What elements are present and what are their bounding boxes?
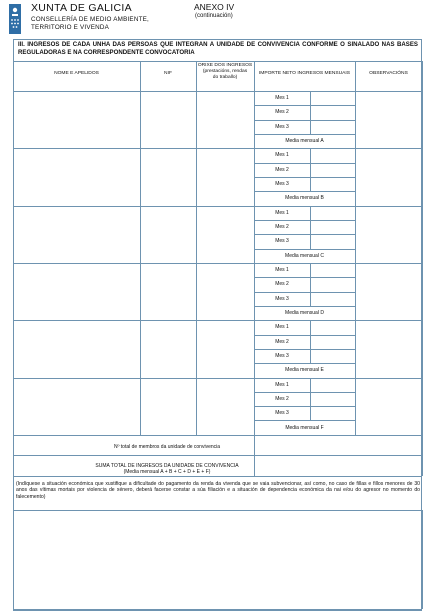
month-label: Mes 3	[275, 295, 289, 302]
name-input[interactable]	[15, 322, 138, 375]
rule	[254, 61, 255, 435]
rule	[310, 91, 311, 134]
month-amount-input[interactable]	[311, 379, 354, 391]
annex-title: ANEXO IV	[194, 2, 235, 12]
observations-input[interactable]	[357, 265, 420, 318]
monthly-average-label: Media mensual D	[285, 310, 324, 317]
month-amount-input[interactable]	[311, 393, 354, 405]
annex-subtitle: (continuación)	[195, 13, 233, 19]
nif-input[interactable]	[142, 322, 194, 375]
month-amount-input[interactable]	[311, 235, 354, 247]
rule	[13, 455, 422, 456]
rule	[310, 378, 311, 421]
monthly-average-label: Media mensual A	[285, 138, 324, 145]
income-origin-input[interactable]	[198, 380, 252, 433]
rule	[13, 510, 422, 511]
income-origin-input[interactable]	[198, 265, 252, 318]
month-label: Mes 2	[275, 224, 289, 231]
rule	[13, 61, 422, 62]
rule	[355, 61, 356, 435]
month-label: Mes 1	[275, 152, 289, 159]
name-input[interactable]	[15, 208, 138, 261]
rule	[13, 435, 14, 476]
rule	[422, 435, 423, 476]
nif-input[interactable]	[142, 150, 194, 203]
rule	[13, 263, 422, 264]
rule	[422, 61, 423, 435]
col-header-amount: IMPORTE NETO INGRESOS MENSUAIS	[258, 71, 351, 76]
month-label: Mes 3	[275, 123, 289, 130]
observations-input[interactable]	[357, 93, 420, 146]
rule	[422, 510, 423, 609]
month-label: Mes 3	[275, 410, 289, 417]
month-amount-input[interactable]	[311, 164, 354, 176]
name-input[interactable]	[15, 265, 138, 318]
income-origin-input[interactable]	[198, 322, 252, 375]
month-amount-input[interactable]	[311, 221, 354, 233]
monthly-average-label: Media mensual E	[285, 367, 324, 374]
month-label: Mes 3	[275, 353, 289, 359]
income-origin-input[interactable]	[198, 208, 252, 261]
section-title: III. INGRESOS DE CADA UNHA DAS PERSOAS QUE INTEGRAN A UNIDADE DE CONVIVENCIA CONFORME O SINALADO NAS BASES REGULADORAS E NA CORRESPONDENTE CONVOCATORIA	[18, 41, 418, 56]
observations-input[interactable]	[357, 150, 420, 203]
rule	[310, 263, 311, 306]
nif-input[interactable]	[142, 265, 194, 318]
month-amount-input[interactable]	[311, 350, 354, 362]
observations-input[interactable]	[357, 380, 420, 433]
observations-input[interactable]	[357, 322, 420, 375]
col-header-origin: ORIXE DOS INGRESOS (prestacións, rendas do traballo)	[197, 63, 253, 80]
rule	[310, 148, 311, 191]
month-amount-input[interactable]	[311, 321, 354, 333]
monthly-average-label: Media mensual F	[285, 424, 324, 431]
nif-input[interactable]	[142, 208, 194, 261]
month-label: Mes 1	[275, 381, 289, 388]
observations-input[interactable]	[357, 208, 420, 261]
rule	[254, 435, 255, 476]
month-label: Mes 2	[275, 281, 289, 288]
month-label: Mes 1	[275, 209, 289, 216]
col-header-observations: OBSERVACIÓNS	[369, 71, 408, 76]
monthly-average-label: Media mensual C	[285, 252, 324, 259]
month-label: Mes 1	[275, 95, 289, 102]
economic-situation-textarea[interactable]	[15, 512, 420, 607]
rule	[13, 91, 422, 92]
col-header-name: NOME E APELIDOS	[54, 71, 99, 76]
month-amount-input[interactable]	[311, 293, 354, 305]
rule	[140, 61, 141, 435]
nif-input[interactable]	[142, 380, 194, 433]
rule	[310, 206, 311, 249]
month-amount-input[interactable]	[311, 178, 354, 190]
income-origin-input[interactable]	[198, 150, 252, 203]
month-amount-input[interactable]	[311, 278, 354, 290]
rule	[13, 378, 422, 379]
rule	[13, 320, 422, 321]
month-label: Mes 2	[275, 338, 289, 345]
name-input[interactable]	[15, 380, 138, 433]
rule	[254, 134, 355, 135]
rule	[13, 61, 14, 435]
month-label: Mes 2	[275, 109, 289, 116]
monthly-average-label: Media mensual B	[285, 195, 324, 202]
brand-name: XUNTA DE GALICIA	[31, 2, 132, 14]
nif-input[interactable]	[142, 93, 194, 146]
rule	[254, 191, 355, 192]
rule	[310, 320, 311, 363]
rule	[13, 510, 14, 609]
month-amount-input[interactable]	[311, 149, 354, 161]
rule	[13, 148, 422, 149]
col-header-nif: NIF	[164, 71, 172, 76]
month-amount-input[interactable]	[311, 207, 354, 219]
name-input[interactable]	[15, 150, 138, 203]
month-label: Mes 1	[275, 324, 289, 331]
month-amount-input[interactable]	[311, 407, 354, 419]
month-amount-input[interactable]	[311, 92, 354, 104]
month-amount-input[interactable]	[311, 336, 354, 348]
month-label: Mes 1	[275, 267, 289, 274]
total-income-input[interactable]	[256, 457, 420, 474]
month-label: Mes 3	[275, 181, 289, 188]
total-members-input[interactable]	[256, 437, 420, 453]
department-name: CONSELLERÍA DE MEDIO AMBIENTE, TERRITORIO E VIVENDA	[31, 16, 149, 31]
rule	[254, 306, 355, 307]
rule	[13, 476, 422, 477]
total-members-label: Nº total de membros da unidade de convivencia	[113, 444, 221, 450]
month-label: Mes 2	[275, 395, 289, 402]
rule	[13, 609, 422, 610]
month-amount-input[interactable]	[311, 121, 354, 133]
rule	[13, 435, 422, 436]
month-amount-input[interactable]	[311, 264, 354, 276]
rule	[254, 420, 355, 421]
total-income-label: SUMA TOTAL DE INGRESOS DA UNIDADE DE CONVIVENCIA (Media mensual A + B + C + D + E + F)	[95, 463, 239, 475]
rule	[254, 363, 355, 364]
rule	[196, 61, 197, 435]
rule	[13, 206, 422, 207]
month-label: Mes 3	[275, 238, 289, 245]
rule	[254, 249, 355, 250]
month-label: Mes 2	[275, 166, 289, 173]
income-origin-input[interactable]	[198, 93, 252, 146]
name-input[interactable]	[15, 93, 138, 146]
economic-situation-note: (Indíquese a situación económica que xustifique a dificultade do pagamento da renda da vivenda que se vaia subvencionar, así como, no caso de fillas e fillos menores de 30 anos das vítimas mortais por violencia de xénero, deberá facerse constar a súa filiación e a situación de dependencia económica da nai e/ou do agresor no momento do falecemento)	[16, 481, 420, 500]
month-amount-input[interactable]	[311, 106, 354, 118]
